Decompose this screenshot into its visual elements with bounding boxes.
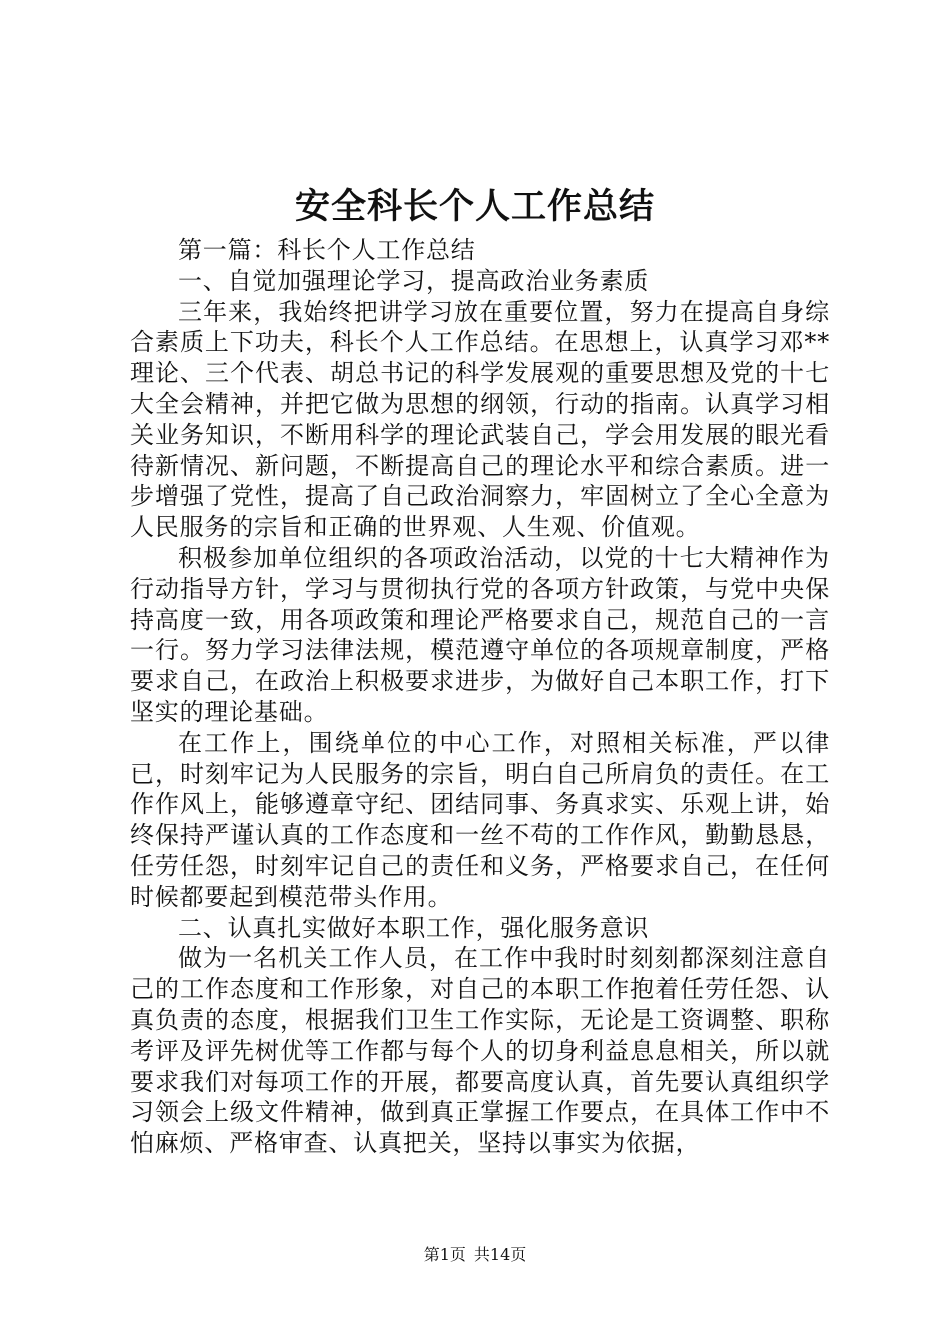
page-number: 第1页 <box>423 1245 466 1264</box>
paragraph: 积极参加单位组织的各项政治活动，以党的十七大精神作为行动指导方针，学习与贯彻执行党的各项方针政策，与党中央保持高度一致，用各项政策和理论严格要求自己，规范自己的一言一行。努力学习法律法规，模范遵守单位的各项规章制度，严格要求自己，在政治上积极要求进步，为做好自己本职工作，打下坚实的理论基础。 <box>130 543 830 726</box>
paragraph: 在工作上，围绕单位的中心工作，对照相关标准，严以律已，时刻牢记为人民服务的宗旨，明白自己所肩负的责任。在工作作风上，能够遵章守纪、团结同事、务真求实、乐观上讲，始终保持严谨认真的工作态度和一丝不苟的工作作风，勤勤恳恳，任劳任怨，时刻牢记自己的责任和义务，严格要求自己，在任何时候都要起到模范带头作用。 <box>130 728 830 911</box>
paragraph: 二、认真扎实做好本职工作，强化服务意识 <box>178 913 650 942</box>
page-footer <box>0 1244 950 1266</box>
paragraph: 一、自觉加强理论学习，提高政治业务素质 <box>178 266 650 295</box>
document-body <box>130 235 830 1159</box>
paragraph: 三年来，我始终把讲学习放在重要位置，努力在提高自身综合素质上下功夫，科长个人工作总结。在思想上，认真学习邓**理论、三个代表、胡总书记的科学发展观的重要思想及党的十七大全会精神，并把它做为思想的纲领，行动的指南。认真学习相关业务知识，不断用科学的理论武装自己，学会用发展的眼光看待新情况、新问题，不断提高自己的理论水平和综合素质。进一步增强了党性，提高了自己政治洞察力，牢固树立了全心全意为人民服务的宗旨和正确的世界观、人生观、价值观。 <box>130 297 830 542</box>
paragraph: 做为一名机关工作人员，在工作中我时时刻刻都深刻注意自己的工作态度和工作形象，对自己的本职工作抱着任劳任怨、认真负责的态度，根据我们卫生工作实际，无论是工资调整、职称考评及评先树优等工作都与每个人的切身利益息息相关，所以就要求我们对每项工作的开展，都要高度认真，首先要认真组织学习领会上级文件精神，做到真正掌握工作要点，在具体工作中不怕麻烦、严格审查、认真把关，坚持以事实为依据， <box>130 944 830 1158</box>
paragraph: 第一篇：科长个人工作总结 <box>178 236 476 264</box>
page-total: 共14页 <box>473 1245 527 1264</box>
document-title: 安全科长个人工作总结 <box>294 186 655 227</box>
